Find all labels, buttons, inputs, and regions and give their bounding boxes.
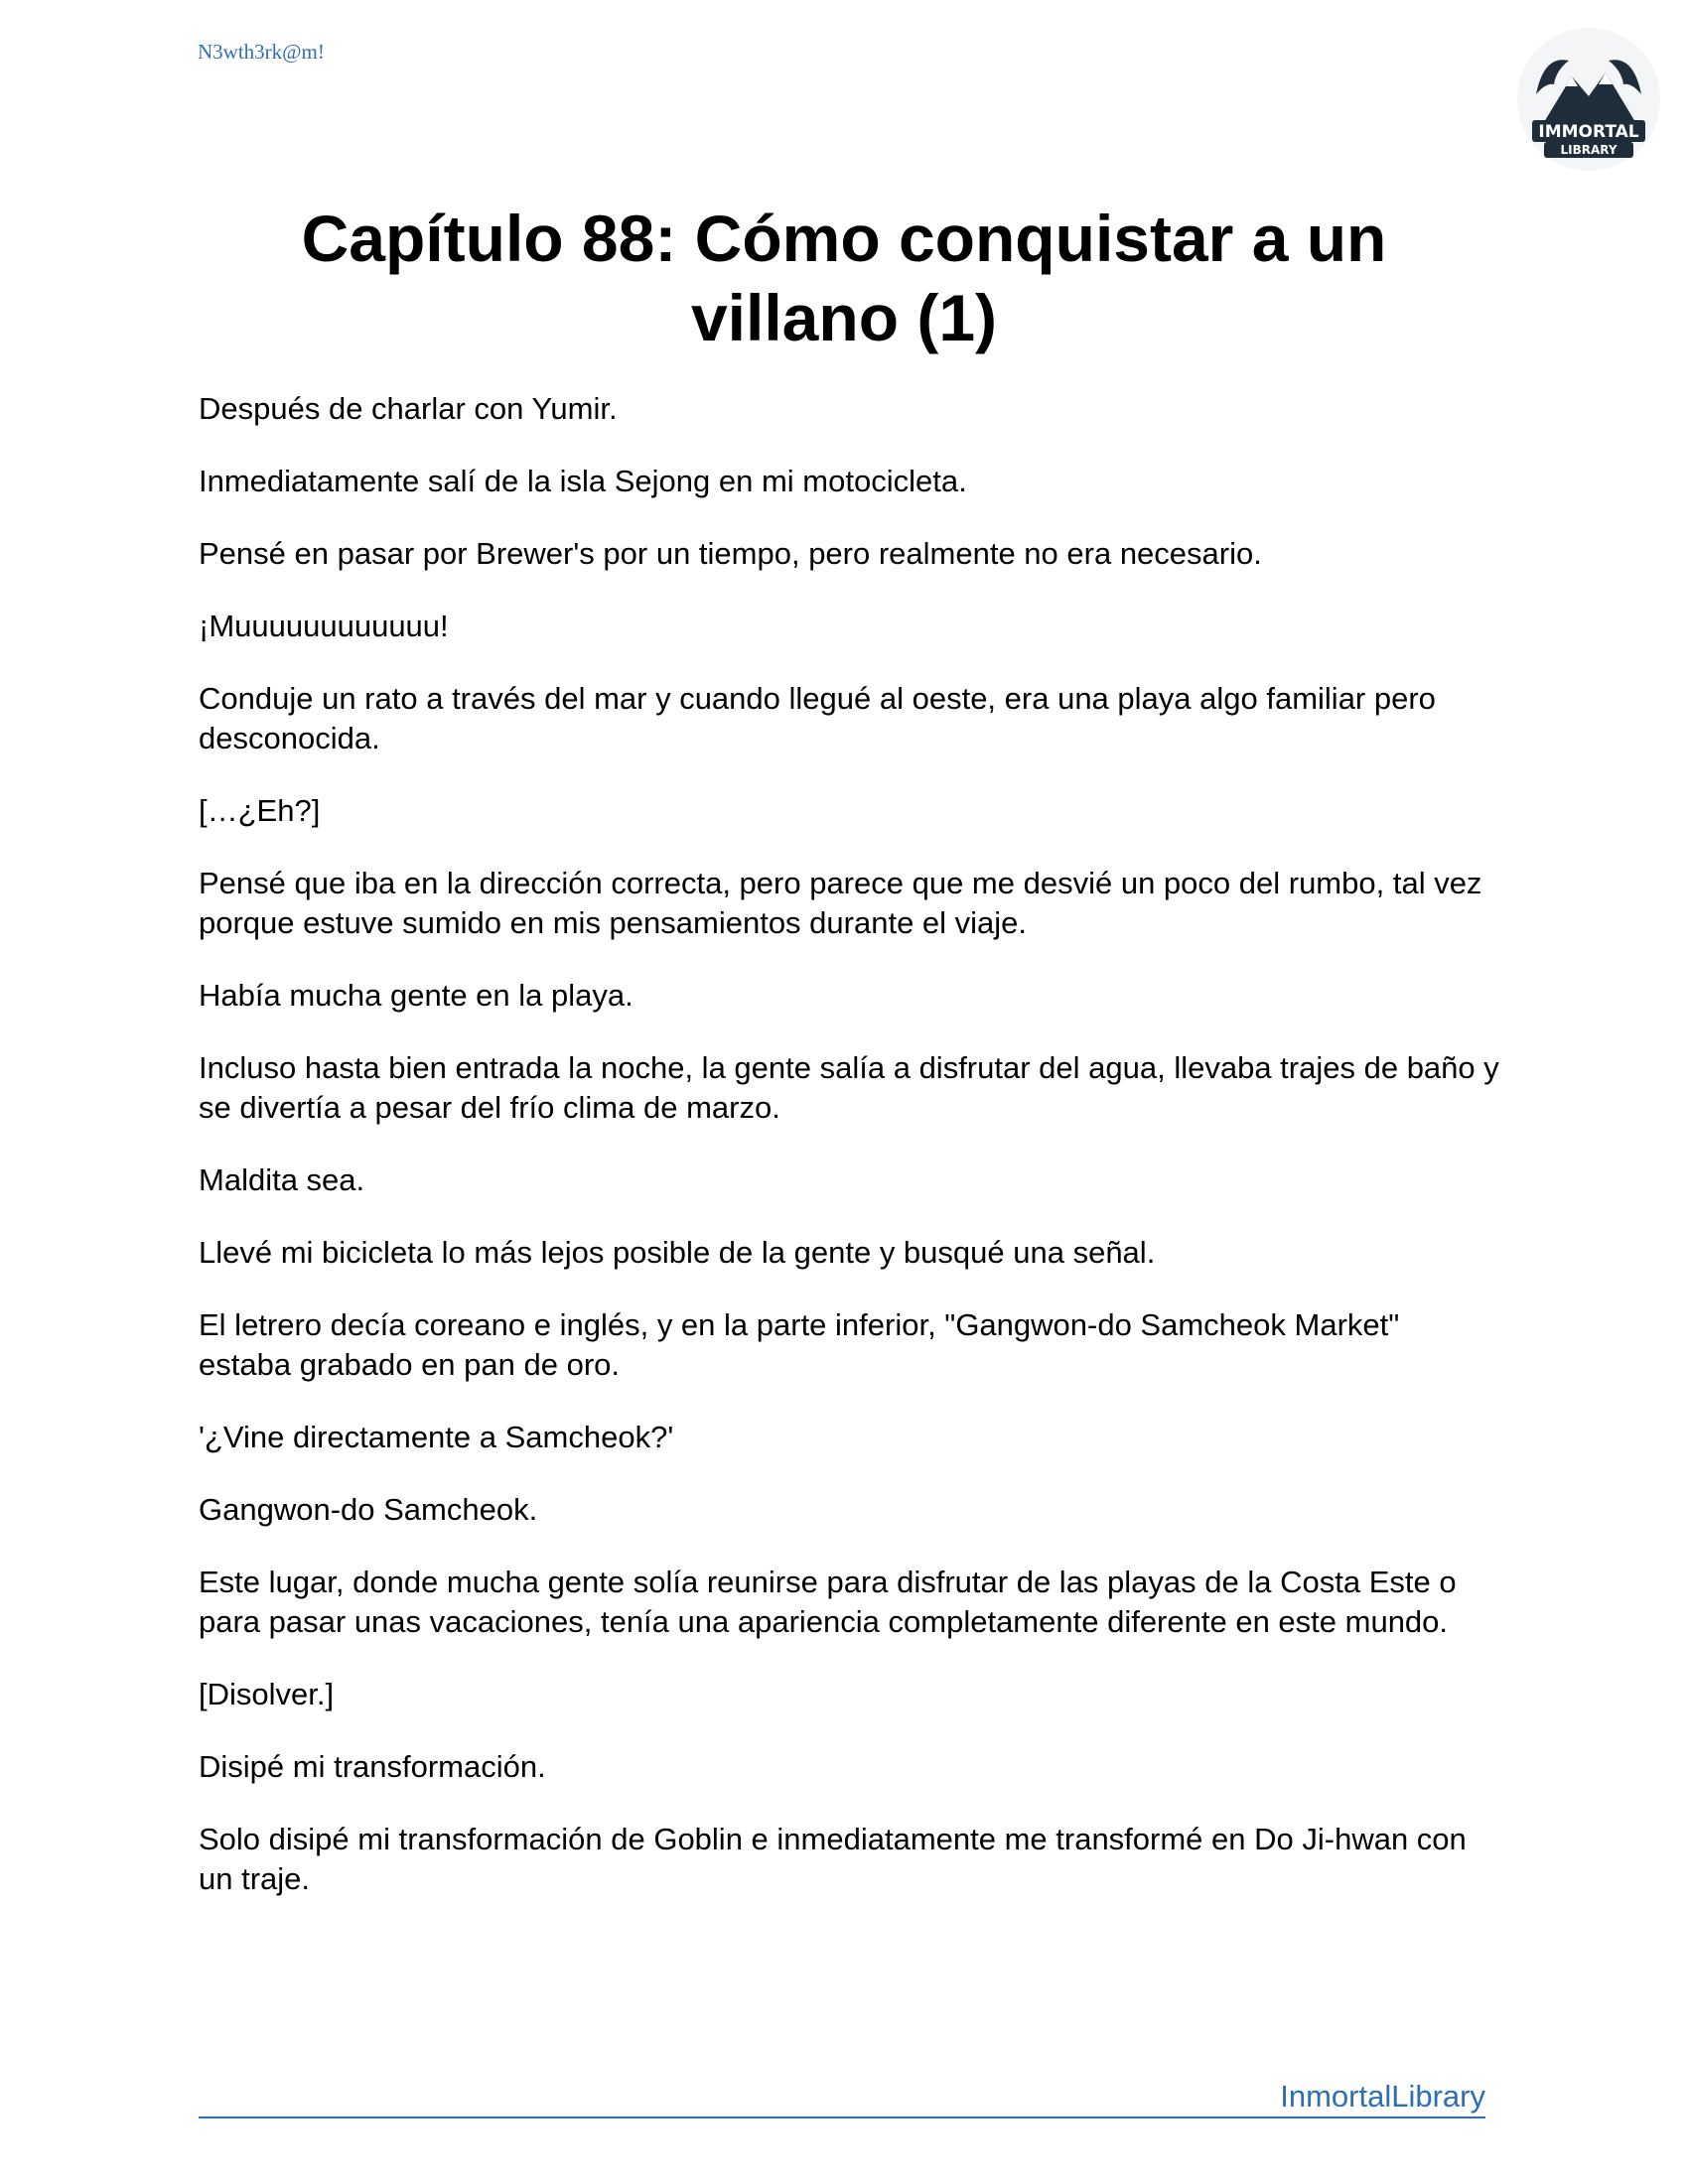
paragraph: Gangwon-do Samcheok. (199, 1492, 538, 1527)
chapter-body (199, 389, 1499, 1932)
paragraph: […¿Eh?] (199, 793, 321, 828)
paragraph: Incluso hasta bien entrada la noche, la gente salía a disfrutar del agua, llevaba trajes de baño y se divertía a pesar del frío clima de marzo. (199, 1050, 1499, 1125)
header-tag: N3wth3rk@m! (198, 40, 325, 64)
footer-link[interactable]: InmortalLibrary (1280, 2079, 1485, 2114)
paragraph: '¿Vine directamente a Samcheok?' (199, 1420, 674, 1454)
paragraph: Disipé mi transformación. (199, 1749, 546, 1784)
paragraph: [Disolver.] (199, 1677, 335, 1711)
logo-text-top: IMMORTAL (1538, 122, 1639, 142)
paragraph: Inmediatamente salí de la isla Sejong en mi motocicleta. (199, 464, 967, 498)
footer-rule (199, 2116, 1485, 2118)
logo-text-bottom: LIBRARY (1560, 143, 1618, 157)
paragraph: Pensé que iba en la dirección correcta, pero parece que me desvié un poco del rumbo, tal vez porque estuve sumido en mis pensamientos durante el viaje. (199, 866, 1482, 940)
immortal-library-logo (1514, 25, 1663, 174)
paragraph: El letrero decía coreano e inglés, y en la parte inferior, "Gangwon-do Samcheok Market" estaba grabado en pan de oro. (199, 1307, 1400, 1382)
paragraph: ¡Muuuuuuuuuuuu! (199, 609, 449, 643)
chapter-title: Capítulo 88: Cómo conquistar a un villano (1) (301, 202, 1387, 354)
paragraph: Había mucha gente en la playa. (199, 978, 633, 1013)
paragraph: Conduje un rato a través del mar y cuando llegué al oeste, era una playa algo familiar pero desconocida. (199, 681, 1436, 755)
paragraph: Maldita sea. (199, 1162, 365, 1197)
paragraph: Llevé mi bicicleta lo más lejos posible de la gente y busqué una señal. (199, 1235, 1156, 1270)
paragraph: Este lugar, donde mucha gente solía reunirse para disfrutar de las playas de la Costa Este o para pasar unas vacaciones, tenía una apariencia completamente diferente en este mundo. (199, 1565, 1457, 1639)
paragraph: Pensé en pasar por Brewer's por un tiempo, pero realmente no era necesario. (199, 536, 1262, 571)
paragraph: Después de charlar con Yumir. (199, 391, 618, 426)
paragraph: Solo disipé mi transformación de Goblin e inmediatamente me transformé en Do Ji-hwan con un traje. (199, 1822, 1467, 1896)
